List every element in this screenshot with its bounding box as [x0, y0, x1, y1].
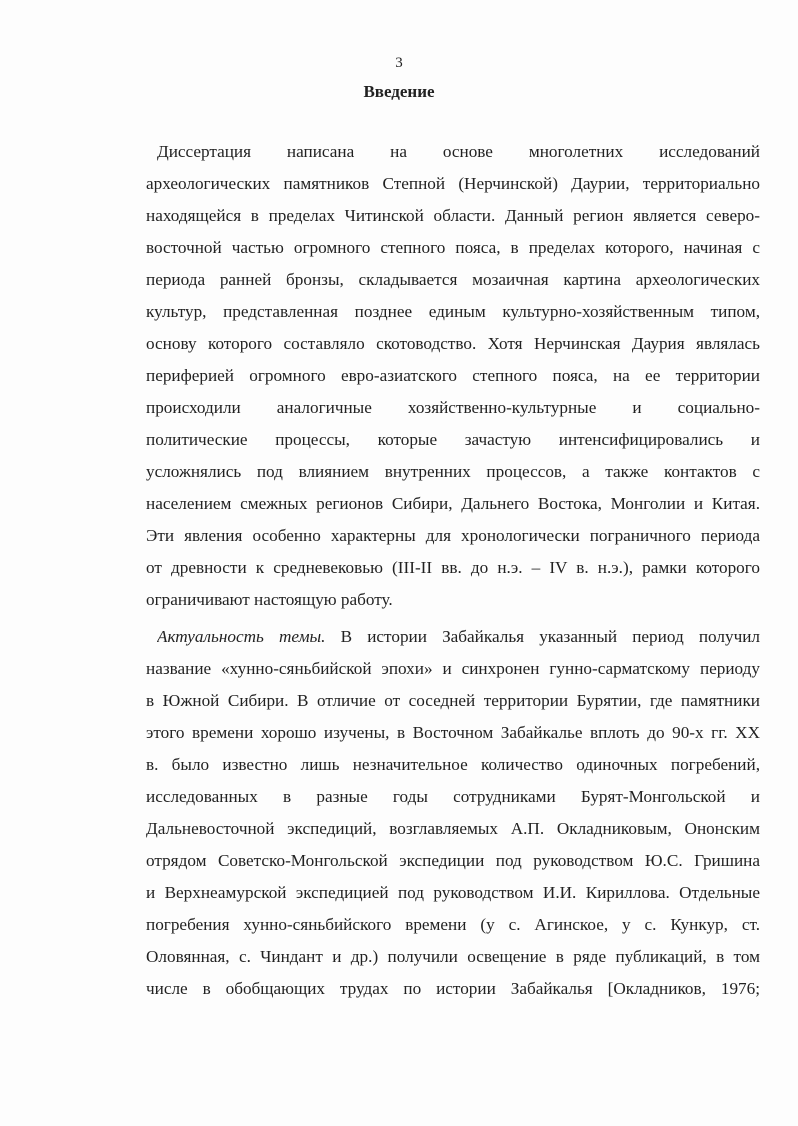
- text-line: населением смежных регионов Сибири, Дальнего Востока, Монголии и Китая.: [146, 494, 760, 513]
- text-line: усложнялись под влиянием внутренних процессов, а также контактов с: [146, 462, 760, 481]
- text-line: происходили аналогичные хозяйственно-культурные и социально-: [146, 398, 760, 417]
- text-line: Дальневосточной экспедиций, возглавляемых А.П. Окладниковым, Ононским: [146, 819, 760, 838]
- text-line: в Южной Сибири. В отличие от соседней территории Бурятии, где памятники: [146, 691, 760, 710]
- section-heading: Введение: [363, 82, 435, 101]
- text-line: [157, 627, 760, 647]
- text-line: Оловянная, с. Чиндант и др.) получили освещение в ряде публикаций, в том: [146, 947, 760, 966]
- text-line: периферией огромного евро-азиатского степного пояса, на ее территории: [146, 366, 760, 385]
- text-line: периода ранней бронзы, складывается мозаичная картина археологических: [146, 270, 760, 289]
- text-line: исследованных в разные годы сотрудниками Бурят-Монгольской и: [146, 787, 760, 806]
- text-line: ограничивают настоящую работу.: [146, 590, 393, 609]
- text-line: от древности к средневековью (III-II вв. до н.э. – IV в. н.э.), рамки которого: [146, 558, 760, 577]
- text-line: находящейся в пределах Читинской области. Данный регион является северо-: [146, 206, 760, 225]
- italic-lead: Актуальность темы.: [157, 627, 326, 646]
- text-line: политические процессы, которые зачастую интенсифицировались и: [146, 430, 760, 449]
- text-line: отрядом Советско-Монгольской экспедиции под руководством Ю.С. Гришина: [146, 851, 760, 870]
- text-line: археологических памятников Степной (Нерчинской) Даурии, территориально: [146, 174, 760, 193]
- text-line: и Верхнеамурской экспедицией под руководством И.И. Кириллова. Отдельные: [146, 883, 760, 902]
- text-line: погребения хунно-сяньбийского времени (у с. Агинское, у с. Кункур, ст.: [146, 915, 760, 934]
- text-line: этого времени хорошо изучены, в Восточном Забайкалье вплоть до 90-х гг. XX: [146, 723, 760, 742]
- text-line: числе в обобщающих трудах по истории Забайкалья [Окладников, 1976;: [146, 979, 760, 998]
- page-number: 3: [395, 55, 403, 71]
- text-line: в. было известно лишь незначительное количество одиночных погребений,: [146, 755, 760, 774]
- text-line: восточной частью огромного степного пояса, в пределах которого, начиная с: [146, 238, 760, 257]
- text-line: Эти явления особенно характерны для хронологически пограничного периода: [146, 526, 760, 545]
- text-line: культур, представленная позднее единым культурно-хозяйственным типом,: [146, 302, 760, 321]
- text-line: название «хунно-сяньбийской эпохи» и синхронен гунно-сарматскому периоду: [146, 659, 760, 678]
- text-line: Диссертация написана на основе многолетних исследований: [157, 142, 760, 161]
- lead-rest: В истории Забайкалья указанный период получил: [325, 627, 760, 646]
- text-line: основу которого составляло скотоводство. Хотя Нерчинская Даурия являлась: [146, 334, 760, 353]
